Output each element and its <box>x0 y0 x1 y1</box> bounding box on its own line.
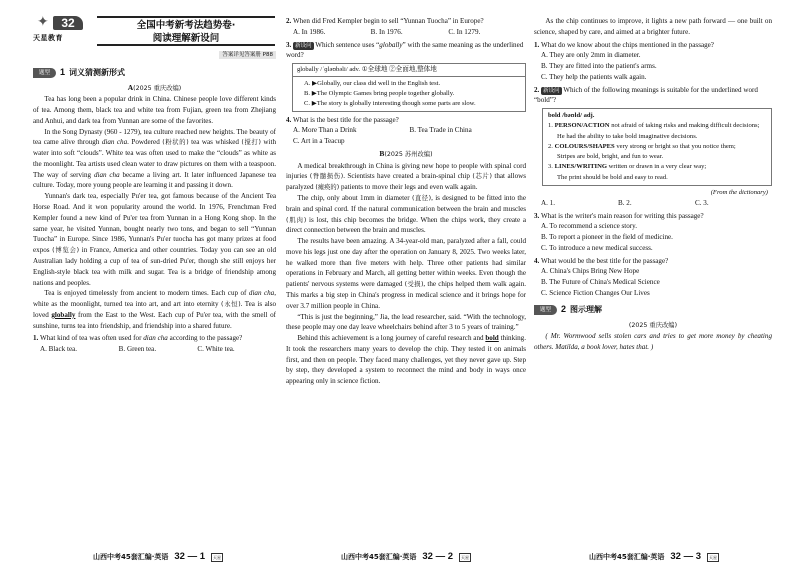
section-number: 1 <box>60 67 66 77</box>
option-c[interactable]: C. To introduce a new medical success. <box>541 243 653 252</box>
brand-mark-icon: 天星 <box>461 554 470 560</box>
logo-number: 32 <box>53 16 83 30</box>
question-b3: 3. What is the writer's main reason for writing this passage? A. To recommend a science story. B. To report a pioneer in the field of medicine. C. To introduce a new medical success. <box>534 211 772 254</box>
option-b[interactable]: B. In 1976. <box>370 27 403 36</box>
brand-mark-icon: 天星 <box>213 554 222 560</box>
footer-text: 山西中考45套汇编·英语 <box>92 552 169 561</box>
paragraph: The chip, only about 1mm in diameter (直径), is designed to be fitted into the brain and spinal cord. If the natural communication between the brain and muscles (肌肉) is lost, this chip becomes the bridge. When the chips work, they create a direct connection between the brain and muscles. <box>286 193 526 235</box>
passage-source: (2025 苏州改编) <box>384 151 433 159</box>
column-3 <box>534 16 772 353</box>
paragraph: Behind this achievement is a long journey of careful research and bold thinking. It took the researchers many years to develop the chip. They tested it on animals first, and then on people. They faced many challenges, yet they never gave up. Step by step, they developed a system to reconnect the mind and body in ways once appearing only in science fiction. <box>286 334 526 386</box>
passage-c-source: (2025 重庆改编) <box>628 321 678 329</box>
section-name: 词义猜测新形式 <box>69 67 126 77</box>
question-4-options <box>286 125 526 136</box>
option-b[interactable]: B. To report a pioneer in the field of medicine. <box>541 233 673 242</box>
section-2-heading <box>534 303 772 317</box>
option-b[interactable]: B. Tea Trade in China <box>409 126 472 135</box>
paragraph: A medical breakthrough in China is giving new hope to people with spinal cord injuries (脊髓损伤). Scientists have created a brain-spinal chip (芯片) that allows paralyzed (瘫痪的) patients to move their legs and even walk again. <box>286 161 526 192</box>
footer <box>40 548 276 566</box>
question-3: 3. 新设问 Which sentence uses “globally” with the same meaning as the underlined word? globally /ˈɡləʊbəli/ adv. ①全球地 ②全面地,整体地 A. ▶Globally, our class did well in the English test. B. ▶The Olympic Games bring people together globally. C. ▶The story is globally interesting though some parts are slow. <box>286 40 526 112</box>
definition-box <box>292 63 526 112</box>
paragraph: Tea is enjoyed timelessly from ancient to modern times. Each cup of dian cha, white as the moonlight, turned tea into art, and art into eternity (永恒). Tea is also loved globally from the East to the West. Each cup of Pu'er tea, with the smell of sunshine, turns tea into friendship, and friendship into a shared future. <box>33 289 277 330</box>
option-c[interactable]: C. They help the patients walk again. <box>541 72 647 81</box>
section-name: 图示理解 <box>570 304 603 314</box>
dictionary-example: The print should be bold and easy to read. <box>557 173 668 181</box>
option-c[interactable]: C. In 1279. <box>448 27 481 36</box>
option-b[interactable]: B. Green tea. <box>118 345 157 354</box>
paragraph: As the chip continues to improve, it lights a new path forward — one built on science, shaped by care, and aimed at a brighter future. <box>534 17 772 36</box>
passage-a-title <box>33 82 276 94</box>
new-question-tag: 新设问 <box>295 42 312 49</box>
dictionary-sense: 1. PERSON/ACTION not afraid of taking risks and making difficult decisions; <box>548 122 760 130</box>
option-b[interactable]: B. 2. <box>618 198 632 207</box>
dictionary-headword: bold /bəʊld/ adj. <box>548 112 595 120</box>
option-b[interactable]: B. They are fitted into the patient's arms. <box>541 62 657 71</box>
title-line-2: 阅读理解新设问 <box>152 33 220 44</box>
brand-mark-icon: 天星 <box>709 554 718 560</box>
option-b[interactable]: B. The Future of China's Medical Science <box>541 278 660 287</box>
question-b2: 2. 新设问 Which of the following meanings is suitable for the underlined word “bold”? bold /bəʊld/ adj. 1. PERSON/ACTION not afraid of taking risks and making difficult decisions; He had the ability to take bold imaginative decisions. 2. COLOURS/SHAPES very strong or bright so that you notice them; Stripes are bold, bright, and fun to wear. 3. LINES/WRITING written or drawn in a very clear way; The print should be bold and easy to read. (From the dictionary) A. 1. B. 2. C. 3. <box>534 85 772 209</box>
answer-reference: 答案详见答案册 P88 <box>219 51 276 59</box>
option-c[interactable]: C. Science Fiction Changes Our Lives <box>541 289 650 298</box>
passage-b-title <box>286 148 526 160</box>
footer-text: 山西中考45套汇编·英语 <box>340 552 417 561</box>
paragraph: Yunnan's dark tea, especially Pu'er tea, got famous because of the Ancient Tea Horse Road. And it won popularity around the world. In 1976, Frenchman Fred Kempler found a new kind of Pu'er tea from Yunnan in a Hong Kong shop. In the same year, he visited Yunnan, bought nearly two tons, and began to sell “Yunnan Tuocha” in Europe. Since 1986, Yunnan's Pu'er tuocha has got many prizes at food expos (博览会) in France, America and other countries. Today you can see an old Australian lady holding a cup of tea of sun-dried Pu'er, though she still enjoys her English-style black tea with milk and sugar. Tea is a bridge of friendship among nations and peoples. <box>33 192 276 287</box>
header <box>33 16 276 62</box>
option-c[interactable]: C. ▶The story is globally interesting though some parts are slow. <box>304 99 476 107</box>
page-number: 32 — 2 <box>422 550 454 562</box>
passage-letter: A <box>127 82 134 92</box>
definition-headword: globally /ˈɡləʊbəli/ adv. ①全球地 ②全面地,整体地 <box>293 65 525 77</box>
question-1: 1. What kind of tea was often used for dian cha according to the passage? A. Black tea. B. Green tea. C. White tea. <box>33 333 276 355</box>
question-b1: 1. What do we know about the chips mentioned in the passage? A. They are only 2mm in diameter. B. They are fitted into the patient's arms. C. They help the patients walk again. <box>534 40 772 83</box>
question-b4: 4. What would be the best title for the passage? A. China's Chips Bring New Hope B. The Future of China's Medical Science C. Science Fiction Changes Our Lives <box>534 256 772 299</box>
option-a[interactable]: A. 1. <box>541 198 555 207</box>
passage-letter: B <box>379 149 385 159</box>
logo <box>33 16 95 54</box>
footer <box>288 548 524 566</box>
section-number: 2 <box>561 303 567 314</box>
column-1 <box>33 16 276 355</box>
dictionary-source: (From the dictionary) <box>710 188 768 196</box>
question-4: 4. What is the best title for the passage? A. More Than a Drink B. Tea Trade in China C. Art in a Teacup <box>286 115 526 147</box>
section-1-heading <box>33 66 276 80</box>
footer-text: 山西中考45套汇编·英语 <box>588 552 665 561</box>
option-a[interactable]: A. Black tea. <box>40 345 78 354</box>
page-title <box>97 16 275 46</box>
dictionary-sense: 2. COLOURS/SHAPES very strong or bright so that you notice them; <box>548 142 736 150</box>
passage-note: ( Mr. Wormwood sells stolen cars and tries to get more money by cheating others. Matilda, a book lover, hates that. ) <box>534 332 772 351</box>
star-icon: ✦ <box>37 15 49 30</box>
question-1-options <box>33 344 276 355</box>
option-b[interactable]: B. ▶The Olympic Games bring people together globally. <box>304 89 455 97</box>
page-number: 32 — 3 <box>670 550 702 562</box>
passage-source: (2025 重庆改编) <box>133 84 182 92</box>
option-c[interactable]: C. Art in a Teacup <box>293 137 345 146</box>
option-a[interactable]: A. More Than a Drink <box>293 126 357 135</box>
paragraph: “This is just the beginning,” Jia, the lead researcher, said. “With the technology, these people may one day leave wheelchairs behind after 3 to 5 years of training.” <box>286 312 526 332</box>
dictionary-sense: 3. LINES/WRITING written or drawn in a very clear way; <box>548 163 707 171</box>
option-a[interactable]: A. They are only 2mm in diameter. <box>541 51 641 60</box>
section-tag: 题型 <box>33 68 56 78</box>
paragraph: The results have been amazing. A 34-year-old man, paralyzed after a fall, could move his legs just one day after the operation on January 8, 2025. Two weeks later, he walked more than five meters with help. Three other patients had similar operations in February and March, all getting better within weeks. Even though the patients' nervous systems were damaged (受损), the chips helped them walk again. This marks a big step in China's progress in medical science and it brings hope for over 3.7 million people in China. <box>286 237 527 310</box>
title-line-1: 全国中考新考法趋势卷· <box>136 20 236 31</box>
section-tag: 题型 <box>534 305 557 315</box>
option-c[interactable]: C. White tea. <box>197 345 235 354</box>
option-a[interactable]: A. To recommend a science story. <box>541 222 638 231</box>
option-c[interactable]: C. 3. <box>695 198 709 207</box>
option-a[interactable]: A. China's Chips Bring New Hope <box>541 267 640 276</box>
dictionary-example: Stripes are bold, bright, and fun to wear. <box>557 153 664 161</box>
dictionary-box <box>542 108 772 186</box>
logo-brand: 天星教育 <box>33 34 63 42</box>
column-2 <box>286 16 526 387</box>
question-2: 2. When did Fred Kempler begin to sell “Yunnan Tuocha” in Europe? A. In 1986. B. In 1976. C. In 1279. <box>286 16 526 38</box>
paragraph: In the Song Dynasty (960 - 1279), tea culture reached new heights. The beauty of tea came alive through dian cha. Powdered (粉状的) tea was whisked (搅打) with water into soft “clouds”. White tea was often used to make the “clouds” as white as the moonlight. Tea artists used clean water to draw pictures on them with a teaspoon. The way of serving dian cha became a living art. It later influenced Japanese tea culture. Today, more young people are learning it and passing it down. <box>33 127 277 190</box>
option-a[interactable]: A. ▶Globally, our class did well in the English test. <box>304 80 441 88</box>
dictionary-example: He had the ability to take bold imaginative decisions. <box>557 132 698 140</box>
question-2-options <box>286 27 526 38</box>
paragraph: Tea has long been a popular drink in China. Chinese people love different kinds of tea. Among them, black tea and white tea from Fujian, green tea from Zhejiang and Anhui, and dark tea from Yunnan are some of the favorites. <box>33 95 276 125</box>
page-number: 32 — 1 <box>174 550 206 562</box>
footer <box>536 548 772 566</box>
question-b2-options <box>534 198 772 209</box>
option-a[interactable]: A. In 1986. <box>293 27 326 36</box>
new-question-tag: 新设问 <box>543 87 560 94</box>
